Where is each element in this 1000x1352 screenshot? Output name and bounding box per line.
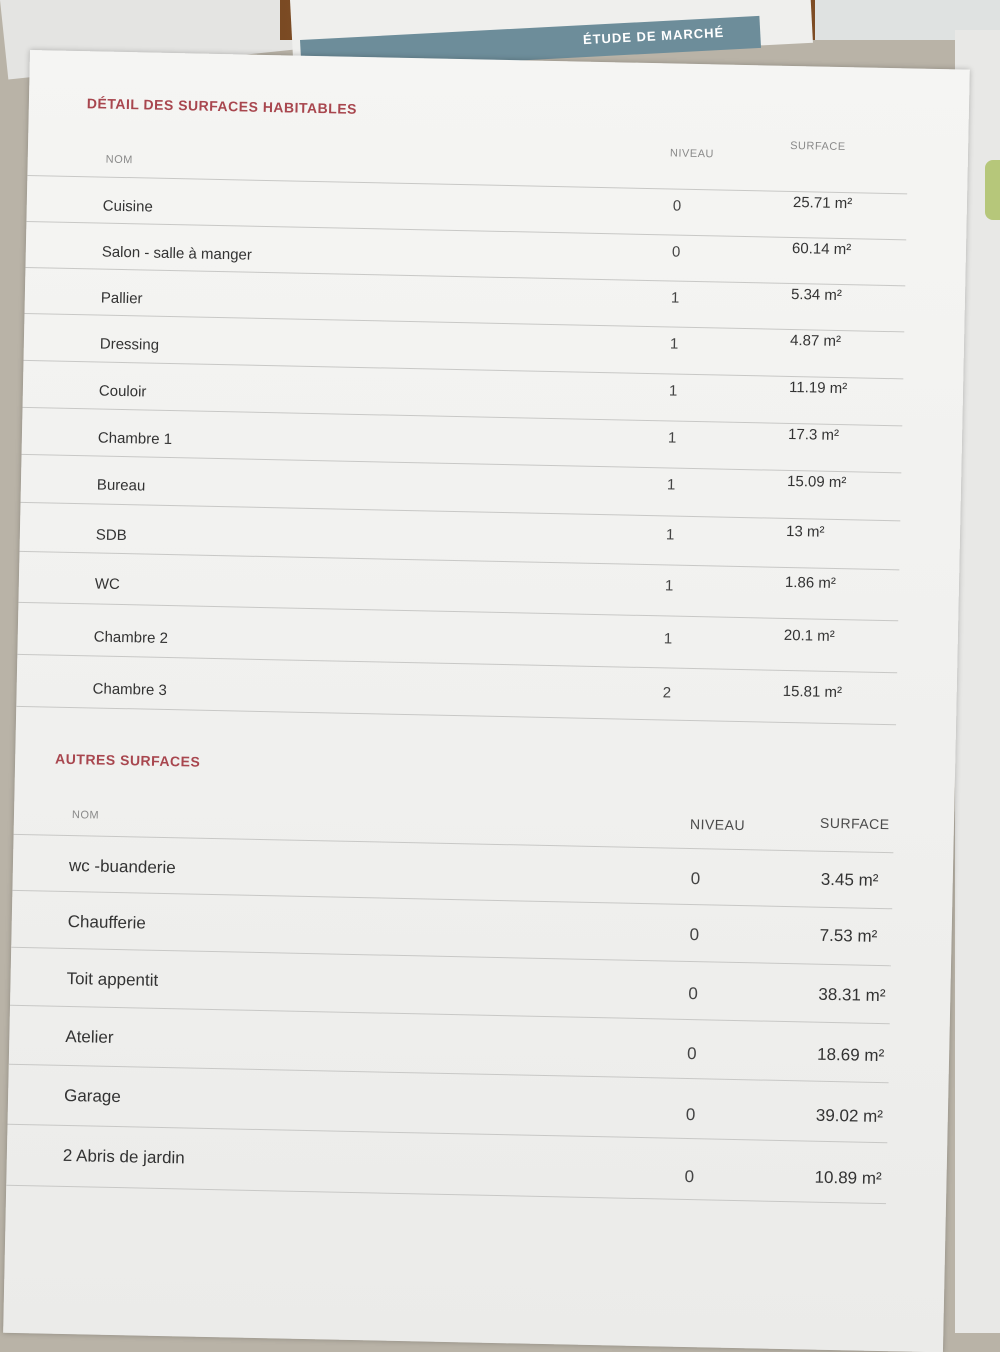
cell-level: 0 (685, 1104, 696, 1125)
cell-name: Bureau (96, 476, 146, 495)
cell-name: Chambre 3 (92, 680, 167, 700)
cell-name: Couloir (98, 382, 147, 401)
cell-level: 2 (662, 684, 672, 702)
cell-surface: 4.87 m² (789, 331, 842, 351)
cell-surface: 1.86 m² (784, 573, 837, 592)
cell-level: 1 (665, 526, 675, 544)
column-header-level: NIVEAU (669, 147, 715, 161)
cell-surface: 10.89 m² (814, 1167, 882, 1189)
cell-level: 1 (669, 335, 679, 353)
cell-name: Pallier (100, 289, 143, 308)
cell-name: Toit appentit (66, 968, 159, 990)
cell-level: 1 (670, 289, 680, 307)
background-object (985, 160, 1000, 220)
cell-name: Salon - salle à manger (101, 243, 253, 264)
cell-level: 1 (667, 429, 677, 447)
cell-surface: 7.53 m² (819, 925, 878, 946)
cell-surface: 38.31 m² (818, 984, 886, 1006)
cell-surface: 15.81 m² (782, 682, 843, 702)
column-header-surface: SURFACE (819, 814, 890, 833)
cell-name: SDB (95, 526, 127, 545)
cell-name: Cuisine (102, 197, 153, 216)
cell-level: 0 (672, 197, 682, 215)
section-title-habitable: DÉTAIL DES SURFACES HABITABLES (86, 95, 358, 117)
cell-level: 0 (690, 869, 701, 889)
cell-surface: 3.45 m² (820, 869, 879, 890)
cell-level: 0 (689, 925, 700, 945)
cell-level: 0 (688, 983, 699, 1004)
column-header-surface: SURFACE (790, 139, 846, 154)
header-title: ÉTUDE DE MARCHÉ (582, 24, 725, 48)
cell-surface: 25.71 m² (792, 194, 853, 213)
section-title-autres: AUTRES SURFACES (54, 750, 201, 770)
cell-name: Dressing (99, 335, 160, 354)
column-header-level: NIVEAU (689, 815, 746, 834)
cell-surface: 17.3 m² (787, 425, 840, 445)
cell-name: wc -buanderie (68, 855, 176, 878)
cell-name: Garage (63, 1085, 122, 1107)
cell-name: Chambre 2 (93, 628, 169, 648)
document-page (3, 50, 970, 1352)
column-header-name: NOM (105, 153, 134, 167)
cell-surface: 39.02 m² (815, 1105, 884, 1127)
cell-level: 0 (671, 243, 681, 261)
cell-surface: 15.09 m² (786, 472, 847, 492)
cell-surface: 13 m² (785, 522, 825, 541)
cell-name: Atelier (65, 1026, 114, 1047)
cell-name: Chaufferie (67, 911, 147, 933)
cell-surface: 20.1 m² (783, 626, 835, 645)
cell-surface: 18.69 m² (816, 1044, 885, 1066)
cell-level: 0 (686, 1043, 697, 1064)
cell-level: 1 (668, 382, 678, 400)
cell-name: 2 Abris de jardin (62, 1145, 185, 1168)
cell-name: Chambre 1 (97, 429, 173, 449)
column-header-name: NOM (71, 809, 100, 822)
cell-level: 1 (666, 476, 676, 494)
cell-surface: 60.14 m² (791, 240, 852, 259)
cell-surface: 11.19 m² (788, 378, 848, 398)
cell-name: WC (94, 575, 121, 593)
cell-surface: 5.34 m² (790, 285, 843, 305)
cell-level: 0 (684, 1166, 695, 1187)
cell-level: 1 (663, 630, 673, 648)
cell-level: 1 (664, 577, 674, 595)
